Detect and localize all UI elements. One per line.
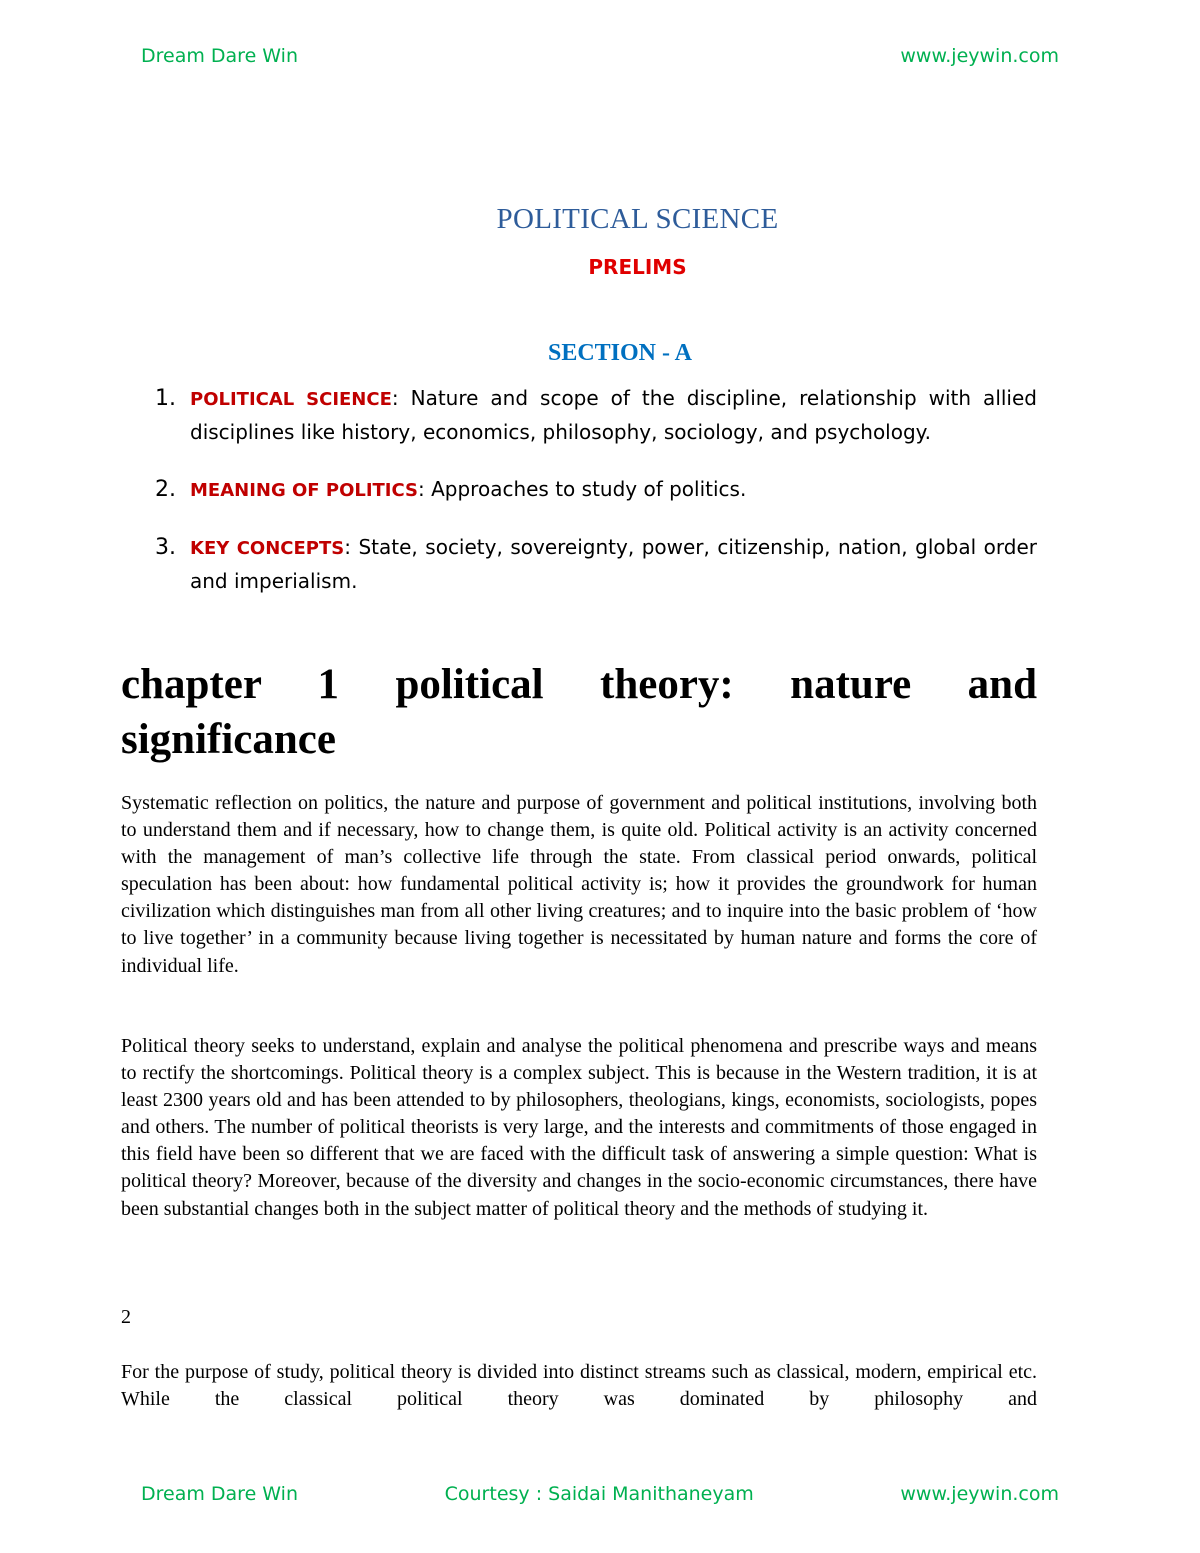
syllabus-item-number: 2. [155, 477, 176, 502]
footer-courtesy: Courtesy : Saidai Manithaneyam [444, 1483, 754, 1505]
syllabus-list [150, 382, 1037, 622]
body-paragraph: Systematic reflection on politics, the nature and purpose of government and political institutions, involving both to understand them and if necessary, how to change them, is quite old. Political activity is an activity concerned with the management of man’s collective life through the state. From classical period onwards, political speculation has been about: how fundamental political activity is; how it provides the groundwork for human civilization which distinguishes man from all other living creatures; and to inquire into the basic problem of ‘how to live together’ in a community because living together is necessitated by human nature and forms the core of individual life. [121, 792, 1037, 977]
syllabus-item-text: : Nature and scope of the discipline, relationship with allied disciplines like history, economics, philosophy, sociology, and psychology. [190, 386, 1037, 444]
footer-url: www.jeywin.com [900, 1483, 1059, 1505]
document-subtitle: PRELIMS [588, 255, 687, 279]
body-paragraph: For the purpose of study, political theory is divided into distinct streams such as classical, modern, empirical etc. While the classical political theory was dominated by philosophy and [121, 1361, 1037, 1411]
page-footer [141, 1483, 1059, 1505]
syllabus-item [150, 382, 1037, 449]
chapter-heading-line1: chapter 1 political theory: nature and [121, 661, 1037, 708]
page-header [141, 45, 1059, 67]
syllabus-item [150, 473, 1037, 507]
syllabus-item-key: MEANING OF POLITICS [190, 480, 419, 501]
syllabus-item-key: KEY CONCEPTS [190, 538, 345, 559]
syllabus-item-number: 3. [155, 535, 176, 560]
document-title: POLITICAL SCIENCE [496, 203, 779, 235]
section-heading: SECTION - A [547, 340, 693, 366]
footer-brand: Dream Dare Win [141, 1483, 298, 1505]
header-url: www.jeywin.com [900, 45, 1059, 67]
page-marker: 2 [121, 1306, 131, 1328]
syllabus-item [150, 531, 1037, 598]
syllabus-item-text: : Approaches to study of politics. [418, 477, 747, 501]
syllabus-item-key: POLITICAL SCIENCE [190, 389, 392, 410]
body-paragraph: Political theory seeks to understand, explain and analyse the political phenomena and prescribe ways and means to rectify the shortcomings. Political theory is a complex subject. This is because in the Western tradition, it is at least 2300 years old and has been attended to by philosophers, theologians, kings, economists, sociologists, popes and others. The number of political theorists is very large, and the interests and commitments of those engaged in this field have been so different that we are faced with the difficult task of answering a simple question: What is political theory? Moreover, because of the diversity and changes in the socio-economic circumstances, there have been substantial changes both in the subject matter of political theory and the methods of studying it. [121, 1035, 1037, 1220]
chapter-heading-line2: significance [121, 716, 336, 763]
chapter-heading [121, 657, 1037, 767]
syllabus-item-number: 1. [155, 386, 176, 411]
header-brand: Dream Dare Win [141, 45, 298, 67]
syllabus-item-text: : State, society, sovereignty, power, citizenship, nation, global order and imperialism. [190, 535, 1037, 593]
